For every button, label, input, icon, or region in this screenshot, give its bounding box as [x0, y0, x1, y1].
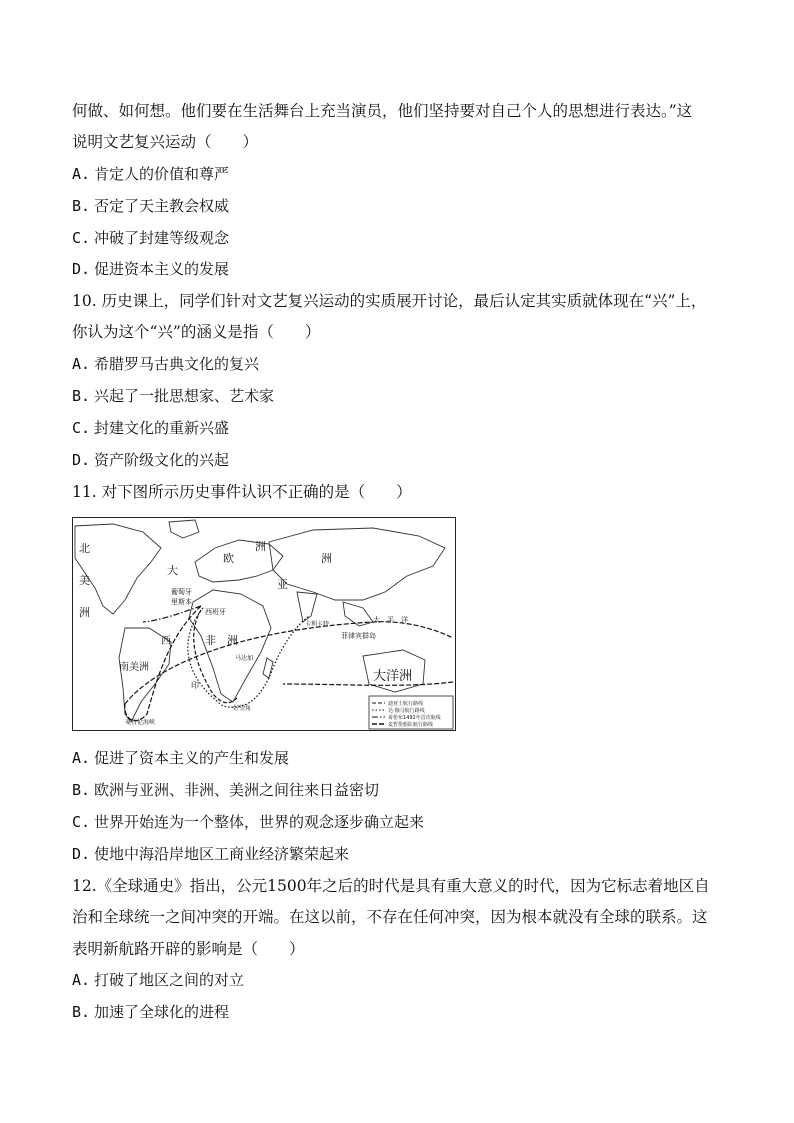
- q10-option-c[interactable]: [72, 418, 229, 438]
- q9-option-c[interactable]: [72, 228, 229, 248]
- q10-stem-line1: 10. 历史课上，同学们针对文艺复兴运动的实质展开讨论，最后认定其实质就体现在“兴”上，: [72, 292, 707, 310]
- legend-item-2: 达·伽马航行路线: [388, 708, 425, 714]
- label-europe-2: 洲: [255, 540, 266, 553]
- label-west: 西: [161, 636, 171, 647]
- q11-option-c[interactable]: [72, 812, 424, 832]
- option-text: 希腊罗马古典文化的复兴: [94, 355, 260, 373]
- option-label: A.: [72, 355, 91, 373]
- q12-option-a[interactable]: [72, 970, 244, 990]
- label-south-america: 南美洲: [119, 662, 149, 673]
- asia-outline: [269, 528, 445, 600]
- label-small-1: 马达加: [235, 655, 254, 662]
- map-drawing: [73, 518, 455, 730]
- option-label: B.: [72, 1003, 91, 1021]
- option-label: D.: [72, 451, 91, 469]
- option-text: 兴起了一批思想家、艺术家: [94, 387, 275, 405]
- label-north-america-1: 北: [79, 542, 90, 555]
- option-text: 封建文化的重新兴盛: [94, 419, 230, 437]
- label-portugal: 葡萄牙: [171, 588, 192, 596]
- label-small-2: 好望角: [233, 705, 252, 712]
- label-spain: 西班牙: [205, 608, 226, 616]
- q9-stem-line1: 何做、如何想。他们要在生活舞台上充当演员，他们坚持要对自己个人的思想进行表达。”这: [72, 102, 693, 120]
- option-label: A.: [72, 971, 91, 989]
- q9-option-a[interactable]: [72, 164, 229, 184]
- route-dias: [194, 610, 237, 703]
- option-text: 加速了全球化的进程: [94, 1003, 230, 1021]
- q10-option-b[interactable]: [72, 386, 274, 406]
- option-label: D.: [72, 845, 91, 863]
- q11-option-a[interactable]: [72, 748, 289, 768]
- option-text: 促进资本主义的发展: [94, 260, 230, 278]
- option-text: 冲破了封建等级观念: [94, 229, 230, 247]
- option-text: 资产阶级文化的兴起: [94, 451, 230, 469]
- option-label: B.: [72, 387, 91, 405]
- label-small-5: 卡利卡特: [305, 621, 330, 628]
- option-text: 促进了资本主义的产生和发展: [94, 749, 290, 767]
- madagascar-outline: [263, 658, 273, 678]
- india-outline: [297, 592, 317, 622]
- option-text: 欧洲与亚洲、非洲、美洲之间往来日益密切: [94, 781, 380, 799]
- option-label: D.: [72, 260, 91, 278]
- label-atlantic: 大: [167, 564, 178, 577]
- option-text: 世界开始连为一个整体，世界的观念逐步确立起来: [94, 813, 425, 831]
- option-label: A.: [72, 749, 91, 767]
- label-asia-1: 亚: [277, 578, 288, 591]
- route-columbus: [143, 606, 201, 622]
- q9-stem-line2: 说明文艺复兴运动（ ）: [72, 133, 259, 151]
- option-label: C.: [72, 419, 91, 437]
- option-text: 肯定人的价值和尊严: [94, 165, 230, 183]
- option-text: 使地中海沿岸地区工商业经济繁荣起来: [94, 845, 350, 863]
- q10-option-a[interactable]: [72, 354, 259, 374]
- label-asia-2: 洲: [321, 552, 332, 565]
- greenland-outline: [169, 520, 199, 538]
- north-america-outline: [75, 524, 161, 614]
- label-north-america-3: 洲: [79, 606, 90, 619]
- route-magellan-return: [283, 682, 453, 685]
- legend-item-1: 迪亚士航行路线: [388, 701, 424, 707]
- q12-option-b[interactable]: [72, 1002, 229, 1022]
- label-africa: 非 洲: [205, 634, 238, 647]
- option-label: B.: [72, 781, 91, 799]
- world-map-new-sea-routes: [72, 517, 456, 731]
- label-lisbon: 里斯本: [171, 598, 192, 606]
- q10-option-d[interactable]: [72, 450, 229, 470]
- label-small-3: 麦哲伦海峡: [125, 719, 156, 726]
- q9-option-b[interactable]: [72, 196, 229, 216]
- label-oceania: 大洋洲: [373, 669, 413, 684]
- label-small-4: 印: [191, 681, 199, 690]
- q12-stem-line1: 12.《全球通史》指出，公元1500年之后的时代是具有重大意义的时代，因为它标志着地区自: [72, 877, 710, 895]
- label-north-america-2: 美: [79, 574, 90, 587]
- q12-stem-line3: 表明新航路开辟的影响是（ ）: [72, 940, 305, 958]
- option-label: B.: [72, 197, 91, 215]
- legend-item-3: 哥伦布1492年首次航线: [388, 715, 441, 721]
- label-europe-1: 欧: [223, 552, 234, 565]
- legend-item-4: 麦哲伦船队航行路线: [388, 722, 434, 728]
- label-pacific: 太 平 洋: [373, 616, 408, 624]
- q10-stem-line2: 你认为这个“兴”的涵义是指（ ）: [72, 323, 321, 341]
- q11-option-d[interactable]: [72, 844, 349, 864]
- q9-option-d[interactable]: [72, 259, 229, 279]
- option-text: 否定了天主教会权威: [94, 197, 230, 215]
- option-label: C.: [72, 813, 91, 831]
- map-legend: [369, 696, 453, 729]
- q11-stem: 11. 对下图所示历史事件认识不正确的是（ ）: [72, 483, 412, 501]
- option-text: 打破了地区之间的对立: [94, 971, 245, 989]
- q11-option-b[interactable]: [72, 780, 379, 800]
- option-label: C.: [72, 229, 91, 247]
- q12-stem-line2: 治和全球统一之间冲突的开端。在这以前，不存在任何冲突，因为根本就没有全球的联系。这: [72, 908, 708, 926]
- option-label: A.: [72, 165, 91, 183]
- label-philippines: 菲律宾群岛: [341, 632, 376, 640]
